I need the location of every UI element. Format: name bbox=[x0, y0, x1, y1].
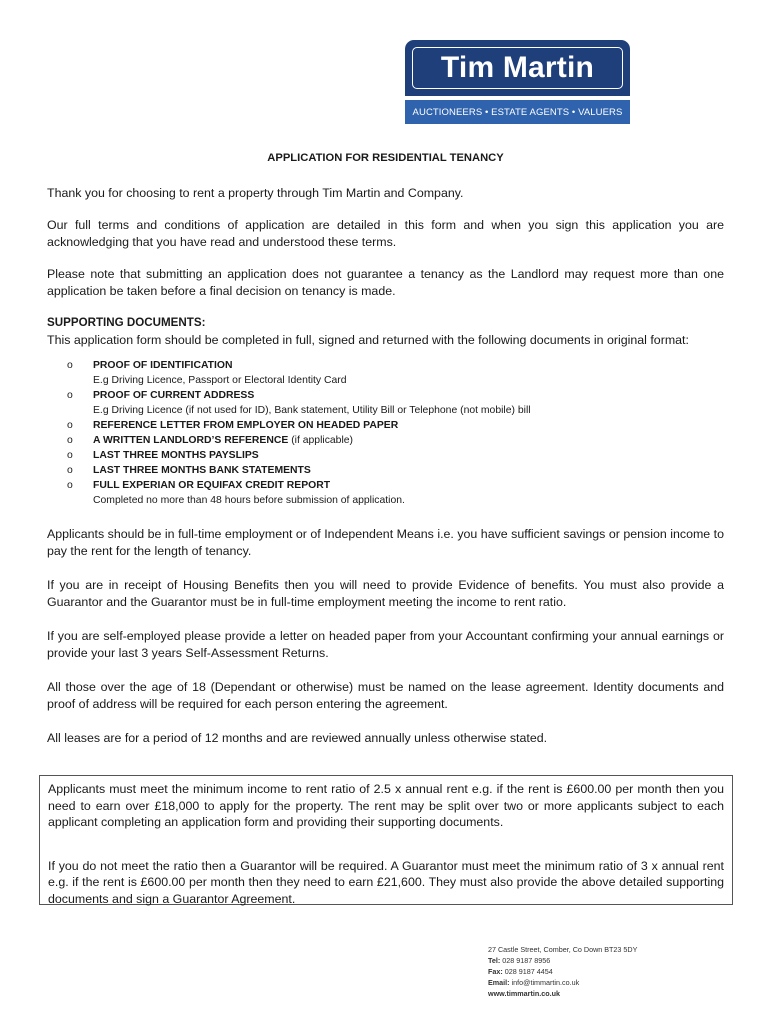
housing-benefits-paragraph: If you are in receipt of Housing Benefits then you will need to provide Evidence of benefits. You must also provide a Guarantor and the Guarantor must be in full-time employment meeting the income to rent ratio. bbox=[47, 578, 724, 609]
employment-paragraph: Applicants should be in full-time employment or of Independent Means i.e. you have sufficient savings or pension income to pay the rent for the length of tenancy. bbox=[47, 527, 724, 558]
supporting-documents-heading: SUPPORTING DOCUMENTS: bbox=[47, 316, 206, 329]
contact-footer bbox=[488, 944, 637, 999]
logo-name-panel bbox=[405, 40, 630, 96]
guarantor-text: If you do not meet the ratio then a Guarantor will be required. A Guarantor must meet the minimum ratio of 3 x annual rent e.g. if the rent is £600.00 per month then they need to earn £21,600. They must also provide the above detailed supporting documents and sign a Guarantor Agreement. bbox=[48, 858, 724, 906]
footer-address: 27 Castle Street, Comber, Co Down BT23 5DY bbox=[488, 945, 638, 954]
email-value: info@timmartin.co.uk bbox=[511, 978, 580, 987]
over-18-paragraph: All those over the age of 18 (Dependant or otherwise) must be named on the lease agreement. Identity documents and proof of address will be required for each person entering the agreement. bbox=[47, 680, 724, 711]
item-note: E.g Driving Licence, Passport or Electoral Identity Card bbox=[93, 375, 347, 386]
list-item bbox=[47, 388, 724, 418]
item-note: E.g Driving Licence (if not used for ID), Bank statement, Utility Bill or Telephone (not mobile) bill bbox=[93, 405, 531, 416]
bullet: o bbox=[67, 450, 73, 461]
bullet: o bbox=[67, 420, 73, 431]
tel-value: 028 9187 8956 bbox=[502, 956, 551, 965]
logo-tagline: AUCTIONEERS • ESTATE AGENTS • VALUERS bbox=[405, 100, 630, 124]
list-item bbox=[47, 448, 724, 463]
logo-name: Tim Martin bbox=[412, 47, 623, 89]
supporting-documents-text: This application form should be completed in full, signed and returned with the following documents in original format: bbox=[47, 332, 689, 347]
fax-label: Fax: bbox=[488, 967, 503, 976]
footer-fax bbox=[488, 966, 637, 977]
intro-terms: Our full terms and conditions of application are detailed in this form and when you sign this application you are acknowledging that you have read and understood these terms. bbox=[47, 218, 724, 249]
income-ratio-text: Applicants must meet the minimum income to rent ratio of 2.5 x annual rent e.g. if the rent is £600.00 per month then you need to earn over £18,000 to apply for the property. The rent may be split over two or more applicants subject to each applicant completing an application form and providing their supporting documents. bbox=[48, 782, 724, 829]
bullet: o bbox=[67, 480, 73, 491]
list-item bbox=[47, 358, 724, 388]
list-item bbox=[47, 433, 724, 448]
intro-note: Please note that submitting an application does not guarantee a tenancy as the Landlord may request more than one application be taken before a final decision on tenancy is made. bbox=[47, 267, 724, 298]
item-title: LAST THREE MONTHS PAYSLIPS bbox=[93, 450, 259, 461]
item-title: LAST THREE MONTHS BANK STATEMENTS bbox=[93, 465, 311, 476]
supporting-documents-list bbox=[47, 358, 724, 508]
item-title: REFERENCE LETTER FROM EMPLOYER ON HEADED PAPER bbox=[93, 420, 399, 431]
intro-thanks: Thank you for choosing to rent a property through Tim Martin and Company. bbox=[47, 185, 464, 200]
lease-period-paragraph: All leases are for a period of 12 months and are reviewed annually unless otherwise stated. bbox=[47, 731, 548, 745]
item-title: PROOF OF CURRENT ADDRESS bbox=[93, 390, 255, 401]
item-title: FULL EXPERIAN OR EQUIFAX CREDIT REPORT bbox=[93, 480, 331, 491]
document-body bbox=[47, 150, 724, 747]
self-employed-paragraph: If you are self-employed please provide a letter on headed paper from your Accountant confirming your annual earnings or provide your last 3 years Self-Assessment Returns. bbox=[47, 629, 724, 660]
list-item bbox=[47, 418, 724, 433]
email-label: Email: bbox=[488, 978, 510, 987]
income-requirements-box bbox=[39, 775, 733, 905]
item-title: PROOF OF IDENTIFICATION bbox=[93, 360, 233, 371]
item-title: A WRITTEN LANDLORD’S REFERENCE bbox=[93, 435, 289, 446]
footer-website: www.timmartin.co.uk bbox=[488, 989, 561, 998]
list-item bbox=[47, 463, 724, 478]
page-title: APPLICATION FOR RESIDENTIAL TENANCY bbox=[267, 152, 504, 164]
list-item bbox=[47, 478, 724, 508]
bullet: o bbox=[67, 435, 73, 446]
item-note: Completed no more than 48 hours before submission of application. bbox=[93, 495, 405, 506]
tel-label: Tel: bbox=[488, 956, 501, 965]
bullet: o bbox=[67, 465, 73, 476]
company-logo bbox=[405, 40, 630, 124]
fax-value: 028 9187 4454 bbox=[504, 967, 553, 976]
item-suffix: (if applicable) bbox=[288, 435, 353, 446]
bullet: o bbox=[67, 360, 73, 371]
bullet: o bbox=[67, 390, 73, 401]
footer-email bbox=[488, 977, 637, 988]
footer-tel bbox=[488, 955, 637, 966]
